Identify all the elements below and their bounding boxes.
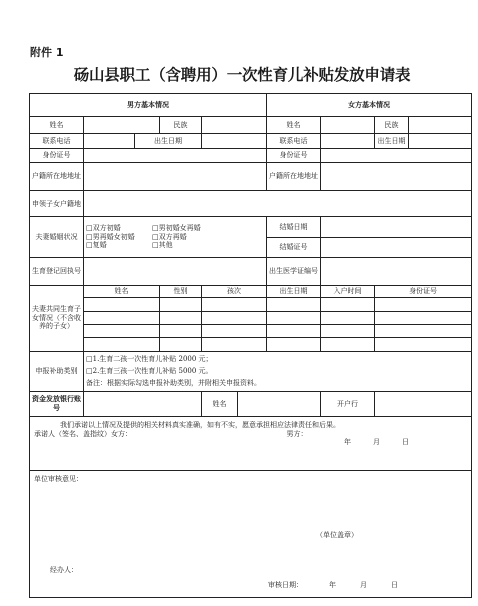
- marital-status-label: 夫妻婚姻状况: [30, 217, 84, 258]
- child-row: [30, 338, 472, 351]
- child-cell[interactable]: [267, 311, 321, 324]
- bank-account-field[interactable]: [84, 391, 202, 417]
- bank-field[interactable]: [375, 391, 472, 417]
- child-cell[interactable]: [375, 298, 472, 311]
- name-row: [30, 116, 472, 133]
- child-cell[interactable]: [160, 338, 202, 351]
- female-ethnicity-label: 民族: [375, 116, 409, 133]
- child-col-order: 孩次: [202, 285, 267, 297]
- review-date-line: 审核日期： 年 月 日: [268, 580, 398, 589]
- marriage-cert-field[interactable]: [321, 237, 472, 258]
- male-hukou-field[interactable]: [84, 162, 267, 191]
- promise-text: 我们承诺以上情况及提供的相关材料真实准确，如有不实，愿意承担相应法律责任和后果。: [60, 421, 340, 430]
- child-row: [30, 311, 472, 324]
- marital-row: [30, 217, 472, 238]
- child-hukou-row: [30, 191, 472, 217]
- unit-review-block: [30, 470, 472, 597]
- subsidy-type-label: 申报补助类别: [30, 351, 84, 391]
- id-row: [30, 149, 472, 162]
- male-name-label: 姓名: [30, 116, 84, 133]
- child-cell[interactable]: [84, 298, 160, 311]
- child-cell[interactable]: [84, 324, 160, 337]
- child-cell[interactable]: [84, 311, 160, 324]
- female-hukou-label: 户籍所在地地址: [267, 162, 321, 191]
- section-header-row: [30, 94, 472, 117]
- female-phone-label: 联系电话: [267, 134, 321, 149]
- child-cell[interactable]: [321, 298, 375, 311]
- page-title: 砀山县职工（含聘用）一次性育儿补贴发放申请表: [73, 66, 411, 84]
- child-col-id: 身份证号: [375, 285, 472, 297]
- promise-block: [30, 417, 472, 470]
- child-cell[interactable]: [375, 338, 472, 351]
- applicant-female-label: 承诺人（签名、盖指纹）女方：: [34, 429, 132, 438]
- marital-option-1[interactable]: □双方初婚: [86, 224, 121, 233]
- male-birth-date-label: 出生日期: [135, 134, 202, 149]
- child-cell[interactable]: [202, 338, 267, 351]
- female-ethnicity-field[interactable]: [409, 116, 472, 133]
- female-section-header: 女方基本情况: [267, 94, 472, 117]
- child-col-gender: 性别: [160, 285, 202, 297]
- holder-name-field[interactable]: [238, 391, 321, 417]
- child-cell[interactable]: [160, 311, 202, 324]
- subsidy-option-2[interactable]: □2.生育三孩一次性育儿补贴 5000 元。: [86, 367, 213, 376]
- male-section-header: 男方基本情况: [30, 94, 267, 117]
- child-col-household: 入户时间: [321, 285, 375, 297]
- handler-label: 经办人：: [50, 565, 78, 574]
- female-id-label: 身份证号: [267, 149, 321, 162]
- male-id-field[interactable]: [84, 149, 267, 162]
- marriage-cert-label: 结婚证号: [267, 237, 321, 258]
- marital-options: [84, 217, 267, 258]
- holder-name-label: 姓名: [202, 391, 238, 417]
- child-cell[interactable]: [202, 311, 267, 324]
- child-row: [30, 298, 472, 311]
- female-birth-date-field[interactable]: [409, 134, 472, 149]
- marriage-date-label: 结婚日期: [267, 217, 321, 238]
- child-cell[interactable]: [321, 311, 375, 324]
- birth-cert-label: 出生医学证编号: [267, 258, 321, 286]
- birth-reg-field[interactable]: [84, 258, 267, 286]
- bank-account-label: 资金发放银行账号: [30, 391, 84, 417]
- child-cell[interactable]: [267, 324, 321, 337]
- female-hukou-field[interactable]: [321, 162, 472, 191]
- child-col-birth: 出生日期: [267, 285, 321, 297]
- child-cell[interactable]: [202, 324, 267, 337]
- marital-option-3[interactable]: □男再婚女初婚: [86, 232, 135, 241]
- child-row: [30, 324, 472, 337]
- applicant-line: [34, 430, 467, 439]
- marital-option-5[interactable]: □复婚: [86, 241, 107, 250]
- child-cell[interactable]: [202, 298, 267, 311]
- unit-seal-label: （单位盖章）: [316, 530, 358, 539]
- male-hukou-label: 户籍所在地地址: [30, 162, 84, 191]
- unit-opinion-label: 单位审核意见：: [34, 474, 83, 483]
- promise-date: 年 月 日: [344, 438, 409, 447]
- marriage-date-field[interactable]: [321, 217, 472, 238]
- subsidy-note: 备注：根据实际勾选申报补助类别，并附相关申报资料。: [86, 379, 261, 388]
- female-id-field[interactable]: [321, 149, 472, 162]
- child-hukou-label: 申领子女户籍地: [30, 191, 84, 217]
- promise-row: [30, 417, 472, 470]
- unit-review-row: [30, 470, 472, 597]
- female-birth-date-label: 出生日期: [375, 134, 409, 149]
- child-hukou-field[interactable]: [84, 191, 472, 217]
- male-ethnicity-field[interactable]: [202, 116, 267, 133]
- child-cell[interactable]: [375, 324, 472, 337]
- phone-row: [30, 134, 472, 149]
- child-cell[interactable]: [321, 324, 375, 337]
- birth-cert-field[interactable]: [321, 258, 472, 286]
- male-ethnicity-label: 民族: [160, 116, 202, 133]
- marital-option-4[interactable]: □双方再婚: [152, 232, 187, 241]
- child-cell[interactable]: [375, 311, 472, 324]
- hukou-row: [30, 162, 472, 191]
- male-phone-label: 联系电话: [30, 134, 84, 149]
- male-id-label: 身份证号: [30, 149, 84, 162]
- bank-row: [30, 391, 472, 417]
- male-phone-field[interactable]: [84, 134, 135, 149]
- subsidy-options: [84, 351, 472, 391]
- attachment-label: 附件 1: [30, 46, 64, 59]
- application-form-table: [29, 93, 472, 598]
- subsidy-option-1[interactable]: □1.生育二孩一次性育儿补贴 2000 元；: [86, 355, 213, 364]
- children-header-row: [30, 285, 472, 297]
- child-col-name: 姓名: [84, 285, 160, 297]
- child-cell[interactable]: [321, 338, 375, 351]
- marital-option-2[interactable]: □男初婚女再婚: [152, 224, 201, 233]
- applicant-male-label: 男方：: [286, 429, 308, 438]
- child-cell[interactable]: [160, 324, 202, 337]
- male-birth-date-field[interactable]: [202, 134, 267, 149]
- children-info-label: 夫妻共同生育子女情况（不含收养的子女）: [30, 285, 84, 351]
- child-cell[interactable]: [84, 338, 160, 351]
- child-cell[interactable]: [160, 298, 202, 311]
- birth-reg-row: [30, 258, 472, 286]
- female-phone-field[interactable]: [321, 134, 375, 149]
- female-name-label: 姓名: [267, 116, 321, 133]
- child-cell[interactable]: [267, 298, 321, 311]
- bank-label: 开户行: [321, 391, 375, 417]
- subsidy-row: [30, 351, 472, 391]
- female-name-field[interactable]: [321, 116, 375, 133]
- birth-reg-label: 生育登记回执号: [30, 258, 84, 286]
- male-name-field[interactable]: [84, 116, 160, 133]
- child-cell[interactable]: [267, 338, 321, 351]
- marital-option-6[interactable]: □其他: [152, 241, 173, 250]
